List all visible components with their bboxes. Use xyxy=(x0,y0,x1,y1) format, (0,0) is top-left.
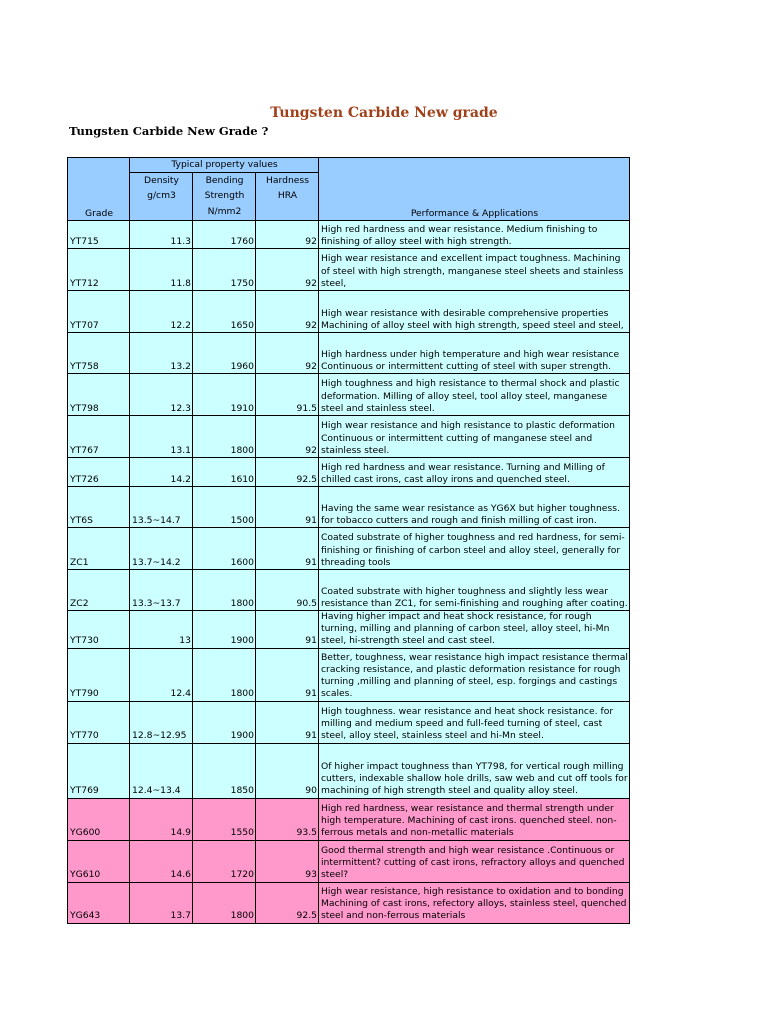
cell-bending: 1960 xyxy=(193,333,256,374)
cell-hardness: 91 xyxy=(256,701,319,743)
cell-hardness: 91.5 xyxy=(256,374,319,416)
cell-grade: YT790 xyxy=(68,648,130,701)
table-row xyxy=(68,798,630,840)
cell-bending: 1550 xyxy=(193,798,256,840)
cell-hardness: 92 xyxy=(256,291,319,333)
cell-bending: 1500 xyxy=(193,487,256,528)
cell-density: 11.8 xyxy=(130,249,193,291)
cell-hardness: 92 xyxy=(256,416,319,458)
table-row xyxy=(68,840,630,882)
cell-density: 13.2 xyxy=(130,333,193,374)
cell-hardness: 92 xyxy=(256,221,319,249)
table-row xyxy=(68,701,630,743)
cell-bending: 1610 xyxy=(193,458,256,487)
cell-grade: YT6S xyxy=(68,487,130,528)
header-hardness-1: Hardness xyxy=(256,173,319,189)
cell-bending: 1910 xyxy=(193,374,256,416)
table-row xyxy=(68,416,630,458)
cell-bending: 1650 xyxy=(193,291,256,333)
table-row xyxy=(68,374,630,416)
table-row xyxy=(68,221,630,249)
cell-bending: 1750 xyxy=(193,249,256,291)
cell-grade: YT715 xyxy=(68,221,130,249)
header-row-1 xyxy=(68,158,630,173)
cell-bending: 1600 xyxy=(193,528,256,570)
cell-grade: ZC2 xyxy=(68,570,130,611)
header-density-3 xyxy=(130,205,193,221)
cell-performance: High wear resistance with desirable comprehensive properties Machining of alloy steel with high strength, speed steel and steel, xyxy=(319,291,630,333)
header-performance: Performance & Applications xyxy=(319,158,630,221)
header-grade: Grade xyxy=(68,158,130,221)
cell-performance: Of higher impact toughness than YT798, for vertical rough milling cutters, indexable shallow hole drills, saw web and cut off tools for machining of high strength steel and quality alloy steel. xyxy=(319,743,630,798)
cell-hardness: 90 xyxy=(256,743,319,798)
cell-grade: YT707 xyxy=(68,291,130,333)
cell-grade: YG600 xyxy=(68,798,130,840)
cell-density: 14.6 xyxy=(130,840,193,882)
table-row xyxy=(68,291,630,333)
cell-performance: High red hardness and wear resistance. Turning and Milling of chilled cast irons, cast alloy irons and quenched steel. xyxy=(319,458,630,487)
cell-density: 13.7 xyxy=(130,882,193,923)
cell-hardness: 91 xyxy=(256,611,319,649)
page-title: Tungsten Carbide New grade xyxy=(270,105,498,121)
page-subtitle: Tungsten Carbide New Grade ? xyxy=(69,124,269,138)
cell-density: 12.4 xyxy=(130,648,193,701)
cell-density: 13.5~14.7 xyxy=(130,487,193,528)
cell-density: 12.2 xyxy=(130,291,193,333)
cell-bending: 1850 xyxy=(193,743,256,798)
cell-bending: 1800 xyxy=(193,882,256,923)
cell-grade: YT730 xyxy=(68,611,130,649)
cell-density: 12.4~13.4 xyxy=(130,743,193,798)
header-bending-2: Strength xyxy=(193,189,256,205)
cell-performance: High wear resistance, high resistance to oxidation and to bonding Machining of cast irons, refectory alloys, stainless steel, quenched steel and non-ferrous materials xyxy=(319,882,630,923)
cell-performance: High red hardness and wear resistance. Medium finishing to finishing of alloy steel with high strength. xyxy=(319,221,630,249)
cell-bending: 1800 xyxy=(193,648,256,701)
cell-hardness: 91 xyxy=(256,648,319,701)
header-bending-1: Bending xyxy=(193,173,256,189)
cell-density: 13.7~14.2 xyxy=(130,528,193,570)
cell-performance: Coated substrate of higher toughness and red hardness, for semi-finishing or finishing of carbon steel and alloy steel, generally for threading tools xyxy=(319,528,630,570)
cell-performance: High wear resistance and high resistance to plastic deformation Continuous or intermittent cutting of manganese steel and stainless steel. xyxy=(319,416,630,458)
cell-bending: 1900 xyxy=(193,611,256,649)
cell-performance: High toughness. wear resistance and heat shock resistance. for milling and medium speed and full-feed turning of steel, cast steel, alloy steel, stainless steel and hi-Mn steel. xyxy=(319,701,630,743)
header-bending-3: N/mm2 xyxy=(193,205,256,221)
cell-density: 14.9 xyxy=(130,798,193,840)
cell-performance: High red hardness, wear resistance and thermal strength under high temperature. Machining of cast irons. quenched steel. non-ferrous metals and non-metallic materials xyxy=(319,798,630,840)
cell-hardness: 92.5 xyxy=(256,882,319,923)
cell-grade: YT767 xyxy=(68,416,130,458)
grade-table xyxy=(67,157,630,924)
cell-hardness: 93.5 xyxy=(256,798,319,840)
cell-performance: Coated substrate with higher toughness and slightly less wear resistance than ZC1, for semi-finishing and roughing after coating. xyxy=(319,570,630,611)
cell-grade: YT798 xyxy=(68,374,130,416)
header-typical: Typical property values xyxy=(130,158,319,173)
cell-performance: Having the same wear resistance as YG6X but higher toughness. for tobacco cutters and rough and finish milling of cast iron. xyxy=(319,487,630,528)
cell-density: 13.1 xyxy=(130,416,193,458)
cell-grade: YT758 xyxy=(68,333,130,374)
table-row xyxy=(68,743,630,798)
table-row xyxy=(68,570,630,611)
cell-performance: High toughness and high resistance to thermal shock and plastic deformation. Milling of alloy steel, tool alloy steel, manganese steel and stainless steel. xyxy=(319,374,630,416)
cell-performance: High wear resistance and excellent impact toughness. Machining of steel with high strength, manganese steel sheets and stainless steel, xyxy=(319,249,630,291)
table-row xyxy=(68,611,630,649)
table-row xyxy=(68,487,630,528)
cell-grade: YT770 xyxy=(68,701,130,743)
cell-grade: YT726 xyxy=(68,458,130,487)
cell-density: 13.3~13.7 xyxy=(130,570,193,611)
cell-hardness: 90.5 xyxy=(256,570,319,611)
cell-hardness: 92 xyxy=(256,249,319,291)
cell-bending: 1800 xyxy=(193,416,256,458)
cell-hardness: 92 xyxy=(256,333,319,374)
cell-grade: ZC1 xyxy=(68,528,130,570)
table-row xyxy=(68,528,630,570)
cell-hardness: 91 xyxy=(256,487,319,528)
cell-density: 12.3 xyxy=(130,374,193,416)
cell-grade: YT712 xyxy=(68,249,130,291)
cell-grade: YG643 xyxy=(68,882,130,923)
header-hardness-2: HRA xyxy=(256,189,319,205)
cell-density: 13 xyxy=(130,611,193,649)
cell-hardness: 91 xyxy=(256,528,319,570)
table-row xyxy=(68,648,630,701)
header-hardness-3 xyxy=(256,205,319,221)
cell-bending: 1720 xyxy=(193,840,256,882)
cell-grade: YT769 xyxy=(68,743,130,798)
cell-bending: 1800 xyxy=(193,570,256,611)
cell-performance: Good thermal strength and high wear resistance .Continuous or intermittent? cutting of cast irons, refractory alloys and quenched steel? xyxy=(319,840,630,882)
cell-hardness: 92.5 xyxy=(256,458,319,487)
cell-hardness: 93 xyxy=(256,840,319,882)
table-row xyxy=(68,333,630,374)
cell-density: 11.3 xyxy=(130,221,193,249)
cell-density: 14.2 xyxy=(130,458,193,487)
cell-performance: Better, toughness, wear resistance high impact resistance thermal cracking resistance, and plastic deformation resistance for rough turning ,milling and planning of steel, esp. forgings and castings scales. xyxy=(319,648,630,701)
cell-grade: YG610 xyxy=(68,840,130,882)
table-row xyxy=(68,249,630,291)
cell-performance: High hardness under high temperature and high wear resistance Continuous or intermittent cutting of steel with super strength. xyxy=(319,333,630,374)
cell-density: 12.8~12.95 xyxy=(130,701,193,743)
table-row xyxy=(68,882,630,923)
cell-bending: 1760 xyxy=(193,221,256,249)
table-row xyxy=(68,458,630,487)
header-density-2: g/cm3 xyxy=(130,189,193,205)
cell-bending: 1900 xyxy=(193,701,256,743)
cell-performance: Having higher impact and heat shock resistance, for rough turning, milling and planning of carbon steel, alloy steel, hi-Mn steel, hi-strength steel and cast steel. xyxy=(319,611,630,649)
header-density-1: Density xyxy=(130,173,193,189)
